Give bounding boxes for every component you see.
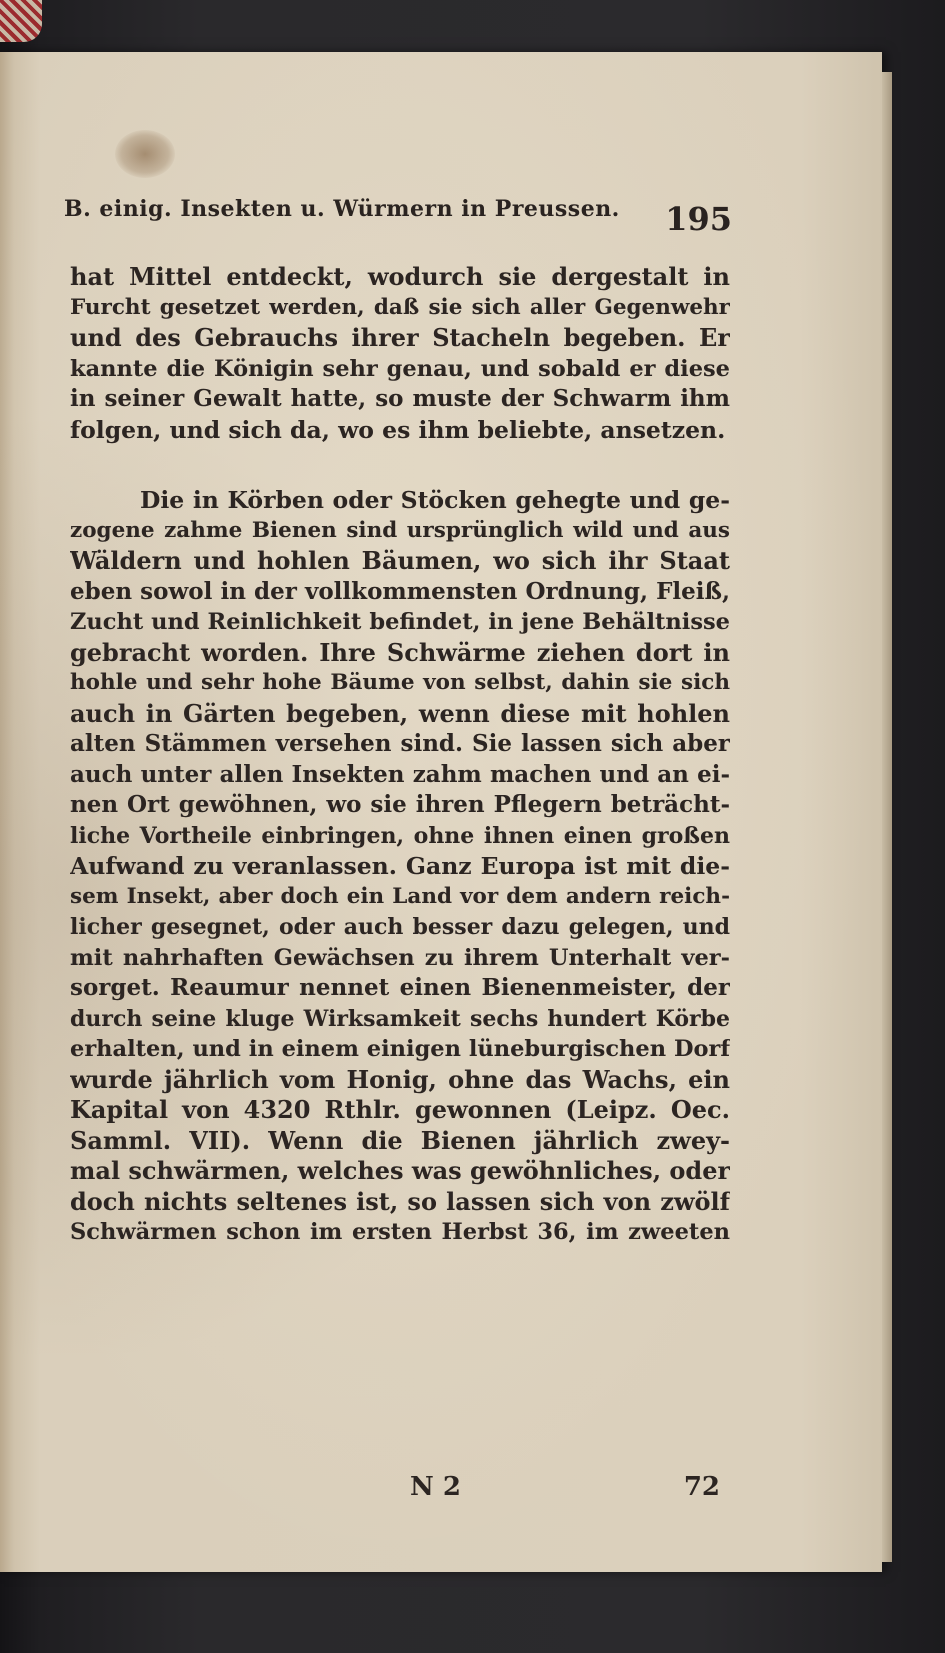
running-head: B. einig. Insekten u. Würmern in Preussen. xyxy=(64,196,620,222)
body-text xyxy=(70,262,730,1248)
text-line: in seiner Gewalt hatte, so muste der Schwarm ihm xyxy=(70,385,730,412)
text-line: zogene zahme Bienen sind ursprünglich wild und aus xyxy=(70,517,730,543)
text-line: auch in Gärten begeben, wenn diese mit hohlen xyxy=(70,698,730,728)
text-line: und des Gebrauchs ihrer Stacheln begeben. Er xyxy=(70,323,730,352)
text-line: Zucht und Reinlichkeit befindet, in jene Behältnisse xyxy=(70,609,730,635)
text-line: Schwärmen schon im ersten Herbst 36, im zweeten xyxy=(70,1219,730,1245)
text-line: durch seine kluge Wirksamkeit sechs hundert Körbe xyxy=(70,1005,730,1032)
text-line: sorget. Reaumur nennet einen Bienenmeister, der xyxy=(70,974,730,1001)
text-line: liche Vortheile einbringen, ohne ihnen einen großen xyxy=(70,822,730,849)
text-line: sem Insekt, aber doch ein Land vor dem andern reich- xyxy=(70,883,730,909)
page-footer xyxy=(410,1472,720,1512)
page-edge xyxy=(882,72,892,1562)
text-line: hat Mittel entdeckt, wodurch sie dergestalt in xyxy=(70,262,730,291)
text-line: kannte die Königin sehr genau, und sobald er diese xyxy=(70,355,730,382)
text-line: Wäldern und hohlen Bäumen, wo sich ihr Staat xyxy=(70,546,730,575)
text-line: folgen, und sich da, wo es ihm beliebte, ansetzen. xyxy=(70,415,726,444)
page-number: 195 xyxy=(665,200,732,238)
text-line: eben sowol in der vollkommensten Ordnung, Fleiß, xyxy=(70,577,730,605)
text-line: mit nahrhaften Gewächsen zu ihrem Unterhalt ver- xyxy=(70,944,730,971)
text-line: erhalten, und in einem einigen lüneburgischen Dorf xyxy=(70,1036,730,1062)
text-line: wurde jährlich vom Honig, ohne das Wachs, ein xyxy=(70,1064,730,1094)
text-line: licher gesegnet, oder auch besser dazu gelegen, und xyxy=(70,914,730,940)
page-header xyxy=(64,190,732,250)
text-line: alten Stämmen versehen sind. Sie lassen sich aber xyxy=(70,730,730,757)
text-line: hohle und sehr hohe Bäume von selbst, dahin sie sich xyxy=(70,670,730,695)
text-line: Furcht gesetzet werden, daß sie sich aller Gegenwehr xyxy=(70,294,730,320)
bookmark-ribbon xyxy=(0,0,42,42)
ink-stain xyxy=(115,130,175,178)
text-line: Kapital von 4320 Rthlr. gewonnen (Leipz. Oec. xyxy=(70,1095,730,1124)
text-line: doch nichts seltenes ist, so lassen sich von zwölf xyxy=(70,1186,730,1216)
text-line: Die in Körben oder Stöcken gehegte und ge- xyxy=(140,486,730,514)
paragraph-1 xyxy=(70,262,730,445)
text-line: nen Ort gewöhnen, wo sie ihren Pflegern beträcht- xyxy=(70,791,730,818)
text-line: mal schwärmen, welches was gewöhnliches, oder xyxy=(70,1156,730,1185)
text-line: auch unter allen Insekten zahm machen und an ei- xyxy=(70,760,730,788)
text-line: Aufwand zu veranlassen. Ganz Europa ist mit die- xyxy=(70,852,730,880)
paragraph-2 xyxy=(70,485,730,1248)
signature-mark: N 2 xyxy=(410,1472,461,1502)
book-page xyxy=(0,52,882,1572)
text-line: gebracht worden. Ihre Schwärme ziehen dort in xyxy=(70,637,730,667)
paragraph-gap xyxy=(70,445,730,485)
text-line: Samml. VII). Wenn die Bienen jährlich zwey- xyxy=(70,1125,730,1155)
catchword: 72 xyxy=(683,1472,720,1502)
